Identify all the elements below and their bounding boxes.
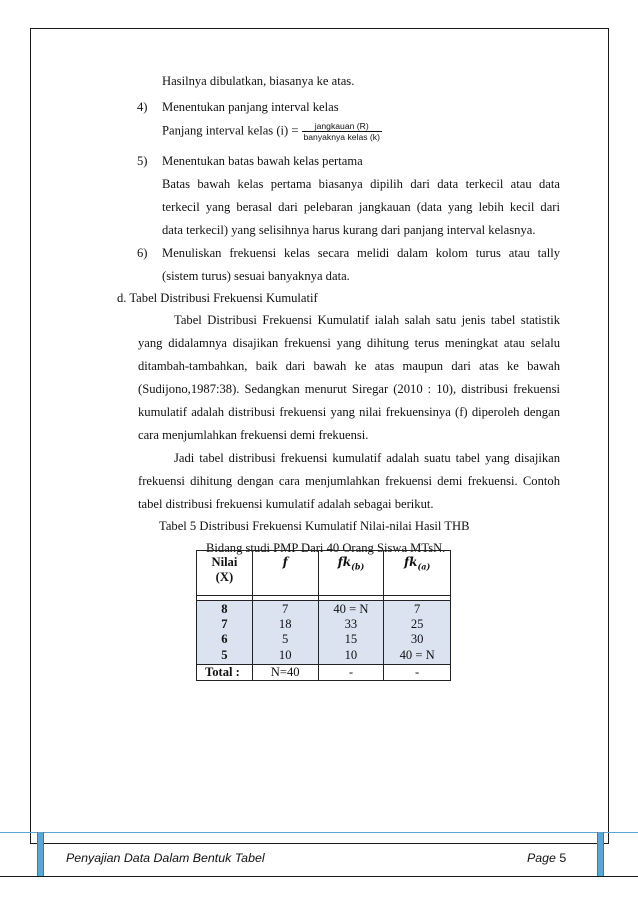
para1-line: (Sudijono,1987:38). Sedangkan menurut Siregar (2010 : 10), distribusi frekuensi — [138, 382, 560, 396]
footer-top-rule — [0, 832, 638, 833]
frequency-table — [196, 550, 451, 681]
section-d-heading: d. Tabel Distribusi Frekuensi Kumulatif — [117, 291, 318, 305]
footer-left-bar — [37, 832, 44, 876]
header-fkb-sub: (b) — [351, 561, 365, 572]
header-fka-sub: (a) — [417, 561, 431, 572]
para2-line: tabel distribusi frekuensi kumulatif adalah sebagai berikut. — [138, 497, 434, 511]
cell-fka: 25 — [410, 617, 424, 632]
result-line: Hasilnya dibulatkan, biasanya ke atas. — [162, 74, 355, 88]
header-fka — [384, 551, 451, 596]
total-f: N=40 — [252, 664, 318, 680]
step5-number: 5) — [137, 154, 148, 168]
header-nilai-symbol: (X) — [215, 570, 234, 584]
total-fka: - — [384, 664, 451, 680]
total-fkb: - — [318, 664, 384, 680]
step5-text: Menentukan batas bawah kelas pertama — [162, 154, 363, 168]
table-caption-line: Tabel 5 Distribusi Frekuensi Kumulatif Nilai-nilai Hasil THB — [159, 519, 470, 533]
header-nilai-label: Nilai — [211, 555, 238, 569]
cell-f: 5 — [282, 632, 289, 647]
table-data-block — [197, 601, 451, 665]
footer-page-label: Page — [527, 851, 556, 865]
cell-fkb: 33 — [344, 617, 358, 632]
col-fka — [384, 601, 451, 665]
col-f — [252, 601, 318, 665]
para1-line: ditambah-tambahkan, baik dari bawah ke atas maupun dari atas ke bawah — [138, 359, 560, 373]
cell-f: 18 — [278, 617, 292, 632]
step6-line: Menuliskan frekuensi kelas secara melidi dalam kolom turus atau tally — [162, 246, 560, 260]
cell-fka: 7 — [413, 602, 421, 616]
col-fkb — [318, 601, 384, 665]
cell-x: 7 — [221, 617, 228, 632]
para1-line: Tabel Distribusi Frekuensi Kumulatif ialah salah satu jenis tabel statistik — [174, 313, 560, 327]
header-fka-main: fk — [404, 555, 418, 569]
step5-desc-line: terkecil yang berasal dari pelebaran jangkauan (data yang lebih kecil dari — [162, 200, 560, 214]
cell-fkb: 40 = N — [333, 602, 369, 616]
step6-number: 6) — [137, 246, 148, 260]
footer-page-value: 5 — [559, 851, 567, 865]
formula-fraction — [302, 121, 382, 142]
step4-number: 4) — [137, 100, 148, 114]
step4-text: Menentukan panjang interval kelas — [162, 100, 339, 114]
cell-fka: 30 — [410, 632, 424, 647]
cell-fkb: 10 — [344, 647, 358, 662]
step5-desc-line: Batas bawah kelas pertama biasanya dipilih dari data terkecil atau data — [162, 177, 560, 191]
cell-f: 10 — [278, 647, 292, 662]
footer-bottom-rule — [0, 876, 638, 877]
formula-denominator: banyaknya kelas (k) — [303, 132, 380, 142]
header-fkb — [318, 551, 384, 596]
col-x — [197, 601, 253, 665]
table-header-row — [197, 551, 451, 596]
cell-fkb: 15 — [344, 632, 358, 647]
cell-x: 5 — [221, 647, 228, 662]
para1-line: kumulatif adalah distribusi frekuensi yang nilai frekuensinya (f) diperoleh dengan — [138, 405, 560, 419]
cell-fka: 40 = N — [399, 647, 435, 662]
footer-right-bar — [597, 832, 604, 876]
formula-numerator: jangkauan (R) — [302, 121, 382, 132]
header-fkb-main: fk — [337, 555, 352, 569]
cell-x: 8 — [221, 602, 228, 616]
step6-line: (sistem turus) sesuai banyaknya data. — [162, 269, 350, 283]
para1-line: yang didalamnya disajikan frekuensi yang dihitung terus meningkat atau selalu — [138, 336, 560, 350]
formula-lhs: Panjang interval kelas (i) = — [162, 123, 299, 138]
header-f: f — [252, 551, 318, 596]
para1-line: cara menjumlahkan frekuensi demi frekuensi. — [138, 428, 369, 442]
table-caption-line: Bidang studi PMP Dari 40 Orang Siswa MTsN. — [206, 541, 446, 555]
cell-f: 7 — [282, 602, 289, 616]
para2-line: Jadi tabel distribusi frekuensi kumulatif adalah suatu tabel yang disajikan — [174, 451, 560, 465]
table-total-row — [197, 664, 451, 680]
cell-x: 6 — [221, 632, 228, 647]
formula — [162, 121, 382, 142]
step5-desc-line: data terkecil) yang selisihnya harus kurang dari panjang interval kelasnya. — [162, 223, 536, 237]
total-label: Total : — [197, 664, 253, 680]
header-nilai — [197, 551, 253, 596]
footer-page-number — [527, 850, 566, 866]
para2-line: frekuensi dihitung dengan cara menjumlahkan frekuensi demi frekuensi. Contoh — [138, 474, 560, 488]
footer-title: Penyajian Data Dalam Bentuk Tabel — [66, 851, 265, 865]
